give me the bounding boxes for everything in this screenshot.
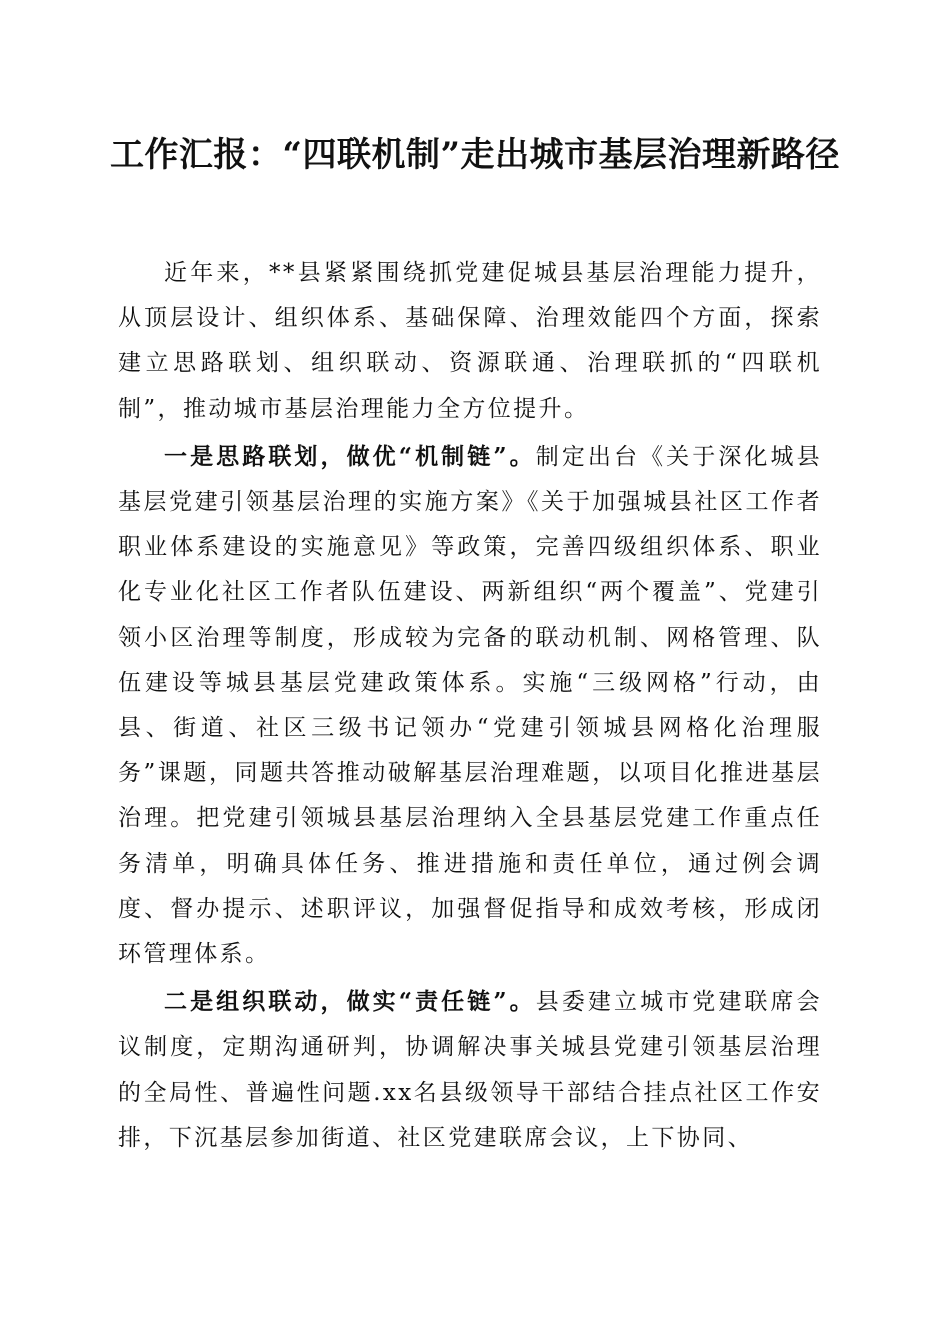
paragraph-intro	[118, 250, 822, 432]
document-body	[118, 250, 822, 1161]
paragraph-text: 制定出台《关于深化城县基层党建引领基层治理的实施方案》《关于加强城县社区工作者职业体系建设的实施意见》等政策，完善四级组织体系、职业化专业化社区工作者队伍建设、两新组织“两个覆盖”、党建引领小区治理等制度，形成较为完备的联动机制、网格管理、队伍建设等城县基层党建政策体系。实施“三级网格”行动，由县、街道、社区三级书记领办“党建引领城县网格化治理服务”课题，同题共答推动破解基层治理难题，以项目化推进基层治理。把党建引领城县基层治理纳入全县基层党建工作重点任务清单，明确具体任务、推进措施和责任单位，通过例会调度、督办提示、述职评议，加强督促指导和成效考核，形成闭环管理体系。	[118, 443, 822, 968]
paragraph-lead: 一是思路联划，做优“机制链”。	[164, 442, 536, 470]
paragraph-text: 近年来，**县紧紧围绕抓党建促城县基层治理能力提升，从顶层设计、组织体系、基础保障、治理效能四个方面，探索建立思路联划、组织联动、资源联通、治理联抓的“四联机制”，推动城市基层治理能力全方位提升。	[118, 260, 822, 422]
paragraph-mechanism-chain	[118, 434, 822, 977]
paragraph-responsibility-chain	[118, 979, 822, 1161]
paragraph-text: 县委建立城市党建联席会议制度，定期沟通研判，协调解决事关城县党建引领基层治理的全局性、普遍性问题.xx名县级领导干部结合挂点社区工作安排，下沉基层参加街道、社区党建联席会议，上下协同、	[118, 989, 822, 1151]
document-title: 工作汇报：“四联机制”走出城市基层治理新路径	[109, 135, 841, 175]
paragraph-lead: 二是组织联动，做实“责任链”。	[164, 988, 536, 1016]
